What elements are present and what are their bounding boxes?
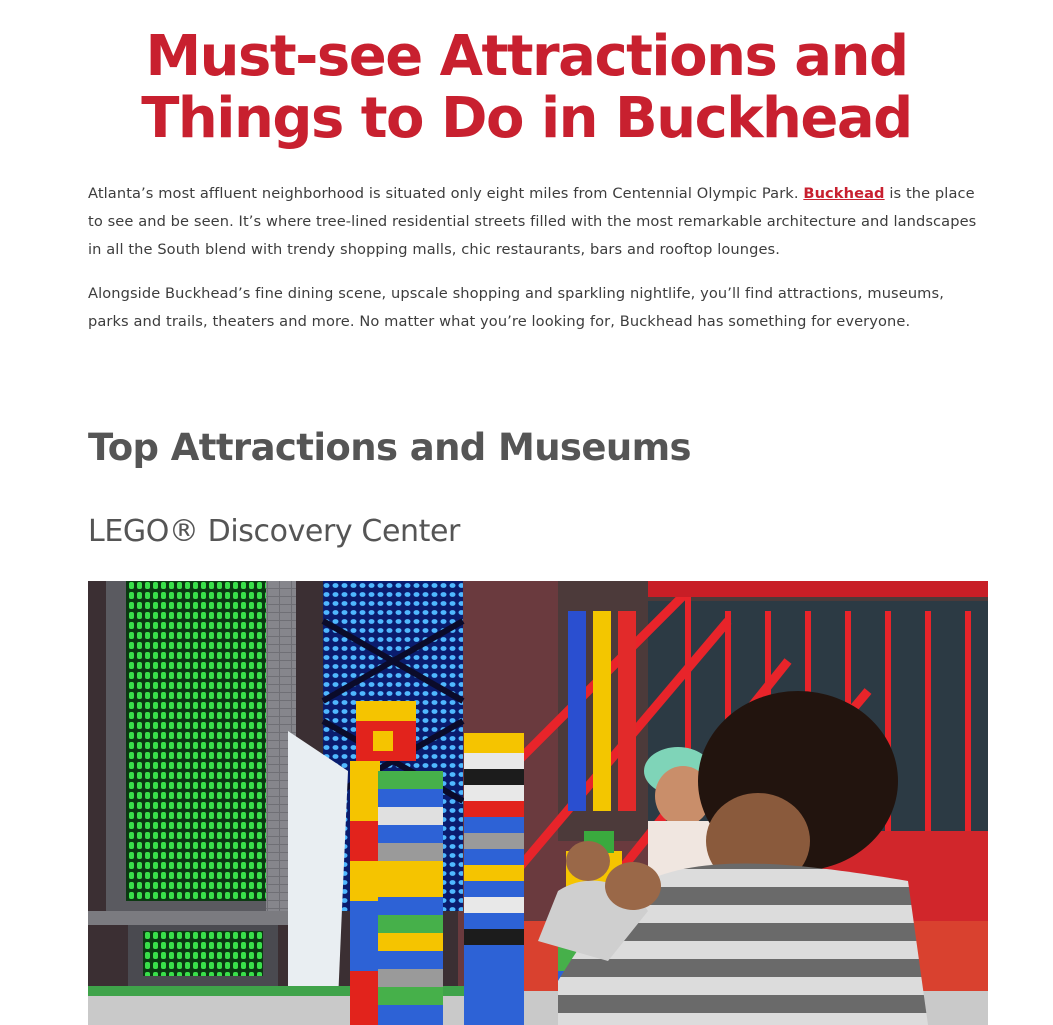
intro-text-after-link: is the place to see and be seen. It’s where tree-lined residential streets filled with the most remarkable architecture and landscapes in all the South blend with trendy shopping malls, chic restaurants, bars and rooftop lounges.: [88, 185, 977, 258]
intro-paragraph-1: [88, 180, 988, 264]
intro-paragraph-2: Alongside Buckhead’s fine dining scene, upscale shopping and sparkling nightlife, you’ll find attractions, museums, parks and trails, theaters and more. No matter what you’re looking for, Buckhead has something for everyone.: [88, 285, 944, 330]
subheading-lego-discovery-center: LEGO® Discovery Center: [88, 514, 460, 549]
lego-discovery-center-photo: [88, 581, 988, 1025]
section-heading-top-attractions: Top Attractions and Museums: [88, 426, 691, 469]
page-title-line-1: Must-see Attractions and: [145, 24, 908, 89]
page-title: [40, 26, 1013, 150]
intro-text-before-link: Atlanta’s most affluent neighborhood is situated only eight miles from Centennial Olympic Park.: [88, 185, 804, 202]
buckhead-link[interactable]: Buckhead: [803, 185, 885, 202]
page-title-line-2: Things to Do in Buckhead: [141, 86, 912, 151]
